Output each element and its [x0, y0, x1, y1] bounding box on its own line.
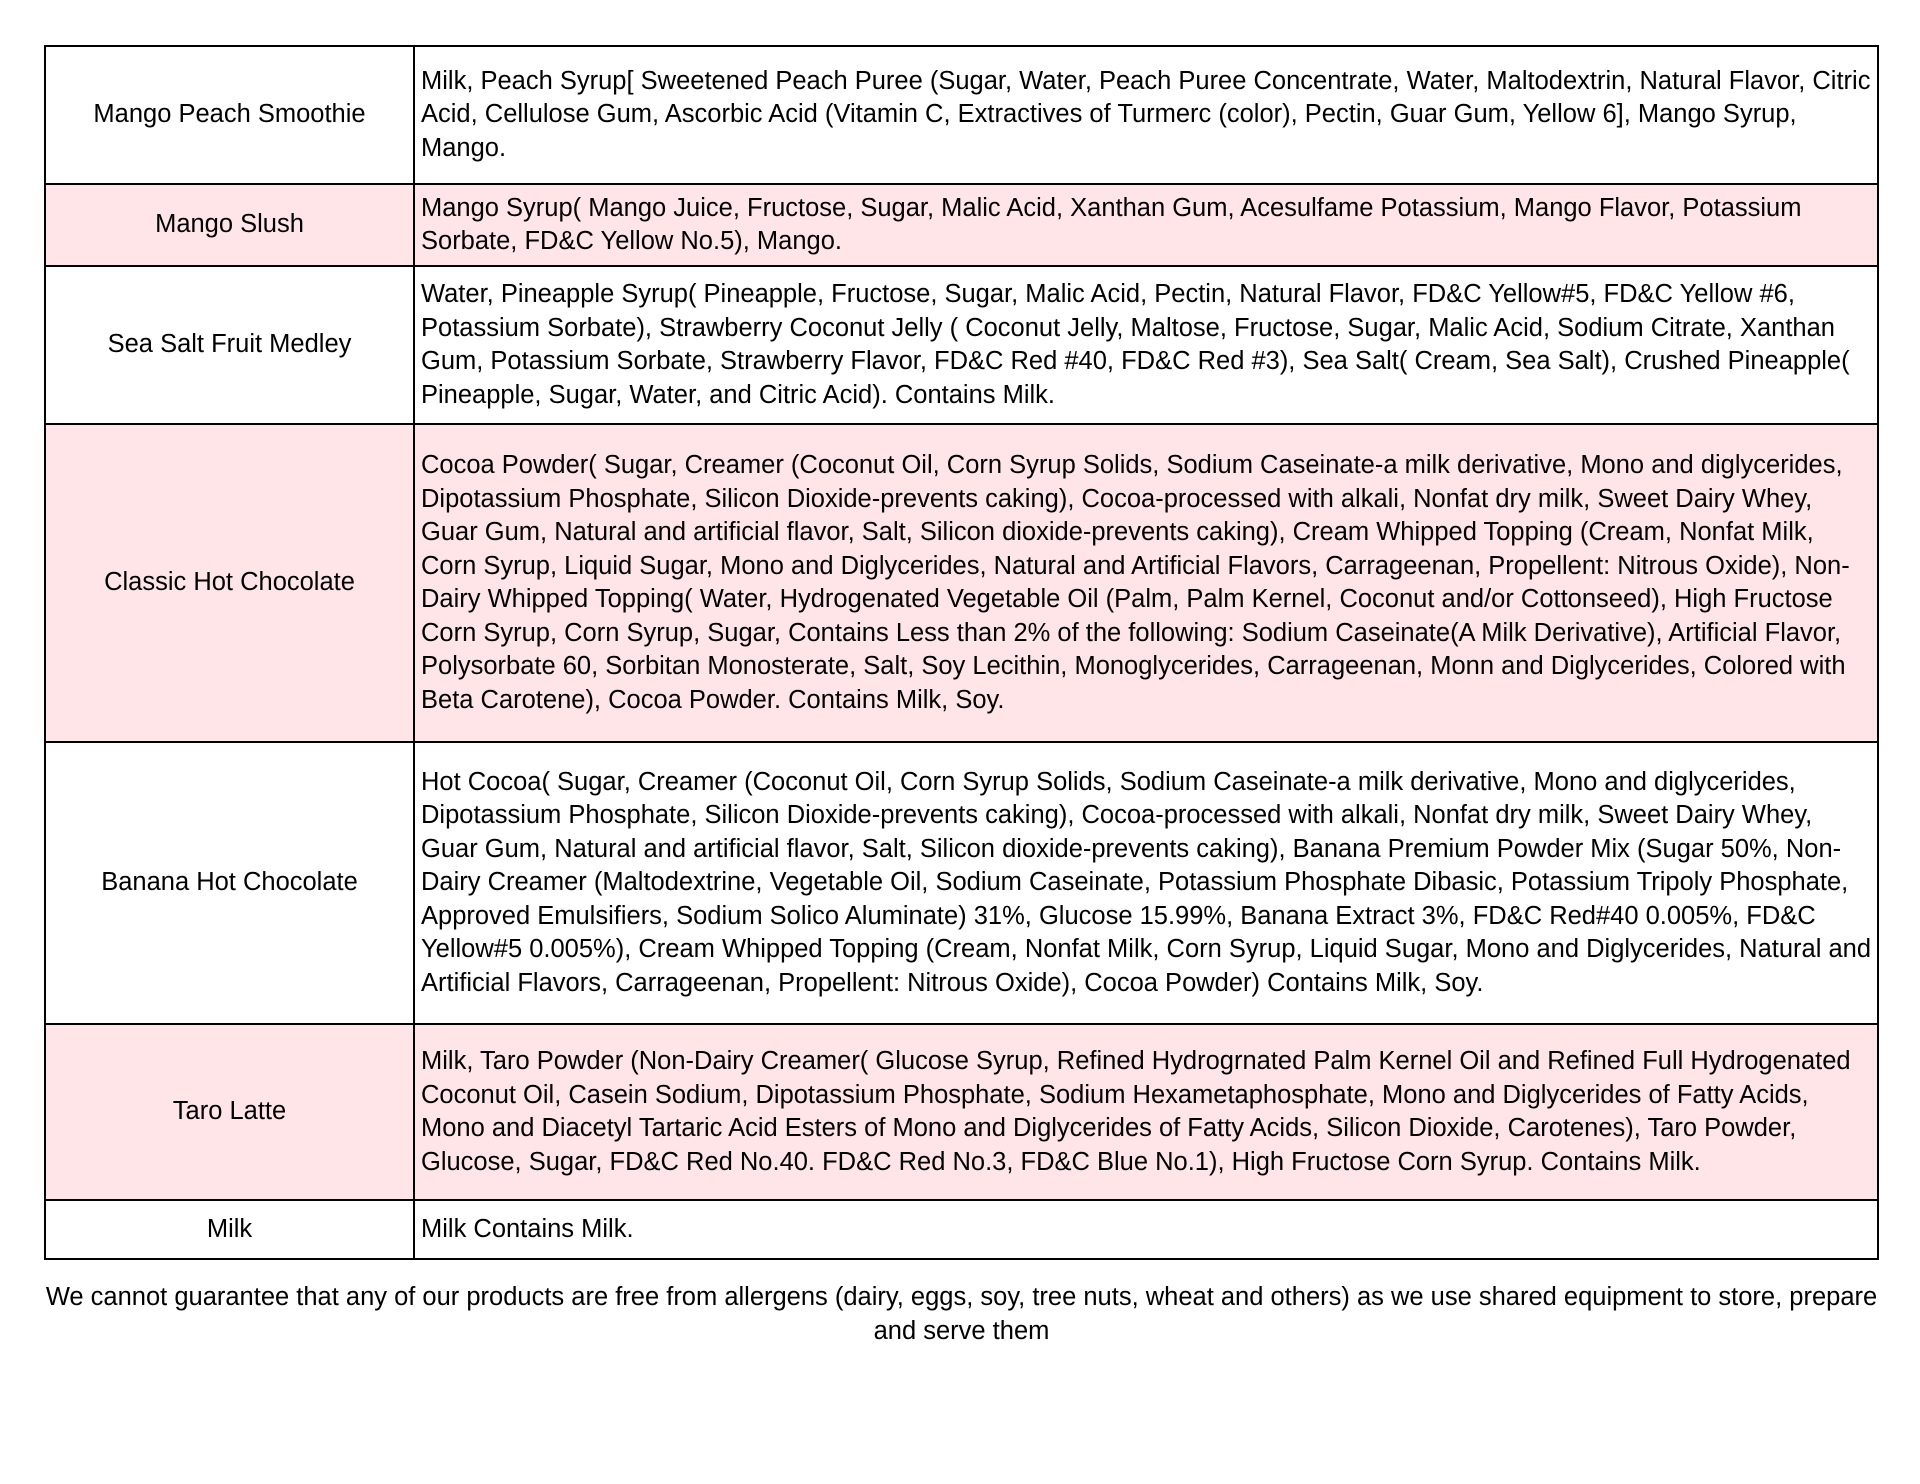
product-ingredients: Milk Contains Milk. [414, 1200, 1878, 1259]
product-name: Mango Peach Smoothie [45, 46, 414, 184]
product-ingredients: Milk, Peach Syrup[ Sweetened Peach Puree (Sugar, Water, Peach Puree Concentrate, Water, Maltodextrin, Natural Flavor, Citric Acid, Cellulose Gum, Ascorbic Acid (Vitamin C, Extractives of Turmerc (color), Pectin, Guar Gum, Yellow 6], Mango Syrup, Mango. [414, 46, 1878, 184]
product-name: Milk [45, 1200, 414, 1259]
product-name: Classic Hot Chocolate [45, 424, 414, 742]
product-ingredients: Milk, Taro Powder (Non-Dairy Creamer( Glucose Syrup, Refined Hydrogrnated Palm Kernel Oil and Refined Full Hydrogenated Coconut Oil, Casein Sodium, Dipotassium Phosphate, Sodium Hexametaphosphate, Mono and Diglycerides of Fatty Acids, Mono and Diacetyl Tartaric Acid Esters of Mono and Diglycerides of Fatty Acids, Silicon Dioxide, Carotenes), Taro Powder, Glucose, Sugar, FD&C Red No.40. FD&C Red No.3, FD&C Blue No.1), High Fructose Corn Syrup. Contains Milk. [414, 1024, 1878, 1200]
product-ingredients: Water, Pineapple Syrup( Pineapple, Fructose, Sugar, Malic Acid, Pectin, Natural Flavor, FD&C Yellow#5, FD&C Yellow #6, Potassium Sorbate), Strawberry Coconut Jelly ( Coconut Jelly, Maltose, Fructose, Sugar, Malic Acid, Sodium Citrate, Xanthan Gum, Potassium Sorbate, Strawberry Flavor, FD&C Red #40, FD&C Red #3), Sea Salt( Cream, Sea Salt), Crushed Pineapple( Pineapple, Sugar, Water, and Citric Acid). Contains Milk. [414, 266, 1878, 424]
ingredients-table [44, 45, 1879, 1260]
product-name: Banana Hot Chocolate [45, 742, 414, 1024]
product-name: Mango Slush [45, 184, 414, 266]
table-row [45, 742, 1878, 1024]
product-ingredients: Mango Syrup( Mango Juice, Fructose, Sugar, Malic Acid, Xanthan Gum, Acesulfame Potassium, Mango Flavor, Potassium Sorbate, FD&C Yellow No.5), Mango. [414, 184, 1878, 266]
table-row [45, 424, 1878, 742]
table-row [45, 1200, 1878, 1259]
product-name: Taro Latte [45, 1024, 414, 1200]
product-ingredients: Cocoa Powder( Sugar, Creamer (Coconut Oil, Corn Syrup Solids, Sodium Caseinate-a milk derivative, Mono and diglycerides, Dipotassium Phosphate, Silicon Dioxide-prevents caking), Cocoa-processed with alkali, Nonfat dry milk, Sweet Dairy Whey, Guar Gum, Natural and artificial flavor, Salt, Silicon dioxide-prevents caking), Cream Whipped Topping (Cream, Nonfat Milk, Corn Syrup, Liquid Sugar, Mono and Diglycerides, Natural and Artificial Flavors, Carrageenan, Propellent: Nitrous Oxide), Non-Dairy Whipped Topping( Water, Hydrogenated Vegetable Oil (Palm, Palm Kernel, Coconut and/or Cottonseed), High Fructose Corn Syrup, Corn Syrup, Sugar, Contains Less than 2% of the following: Sodium Caseinate(A Milk Derivative), Artificial Flavor, Polysorbate 60, Sorbitan Monosterate, Salt, Soy Lecithin, Monoglycerides, Carrageenan, Monn and Diglycerides, Colored with Beta Carotene), Cocoa Powder. Contains Milk, Soy. [414, 424, 1878, 742]
product-ingredients: Hot Cocoa( Sugar, Creamer (Coconut Oil, Corn Syrup Solids, Sodium Caseinate-a milk derivative, Mono and diglycerides, Dipotassium Phosphate, Silicon Dioxide-prevents caking), Cocoa-processed with alkali, Nonfat dry milk, Sweet Dairy Whey, Guar Gum, Natural and artificial flavor, Salt, Silicon dioxide-prevents caking), Banana Premium Powder Mix (Sugar 50%, Non-Dairy Creamer (Maltodextrine, Vegetable Oil, Sodium Caseinate, Potassium Phosphate Dibasic, Potassium Tripoly Phosphate, Approved Emulsifiers, Sodium Solico Aluminate) 31%, Glucose 15.99%, Banana Extract 3%, FD&C Red#40 0.005%, FD&C Yellow#5 0.005%), Cream Whipped Topping (Cream, Nonfat Milk, Corn Syrup, Liquid Sugar, Mono and Diglycerides, Natural and Artificial Flavors, Carrageenan, Propellent: Nitrous Oxide), Cocoa Powder) Contains Milk, Soy. [414, 742, 1878, 1024]
table-row [45, 184, 1878, 266]
table-row [45, 266, 1878, 424]
table-row [45, 1024, 1878, 1200]
allergen-disclaimer: We cannot guarantee that any of our products are free from allergens (dairy, eggs, soy, tree nuts, wheat and others) as we use shared equipment to store, prepare and serve them [45, 1283, 1878, 1345]
product-name: Sea Salt Fruit Medley [45, 266, 414, 424]
table-row [45, 46, 1878, 184]
